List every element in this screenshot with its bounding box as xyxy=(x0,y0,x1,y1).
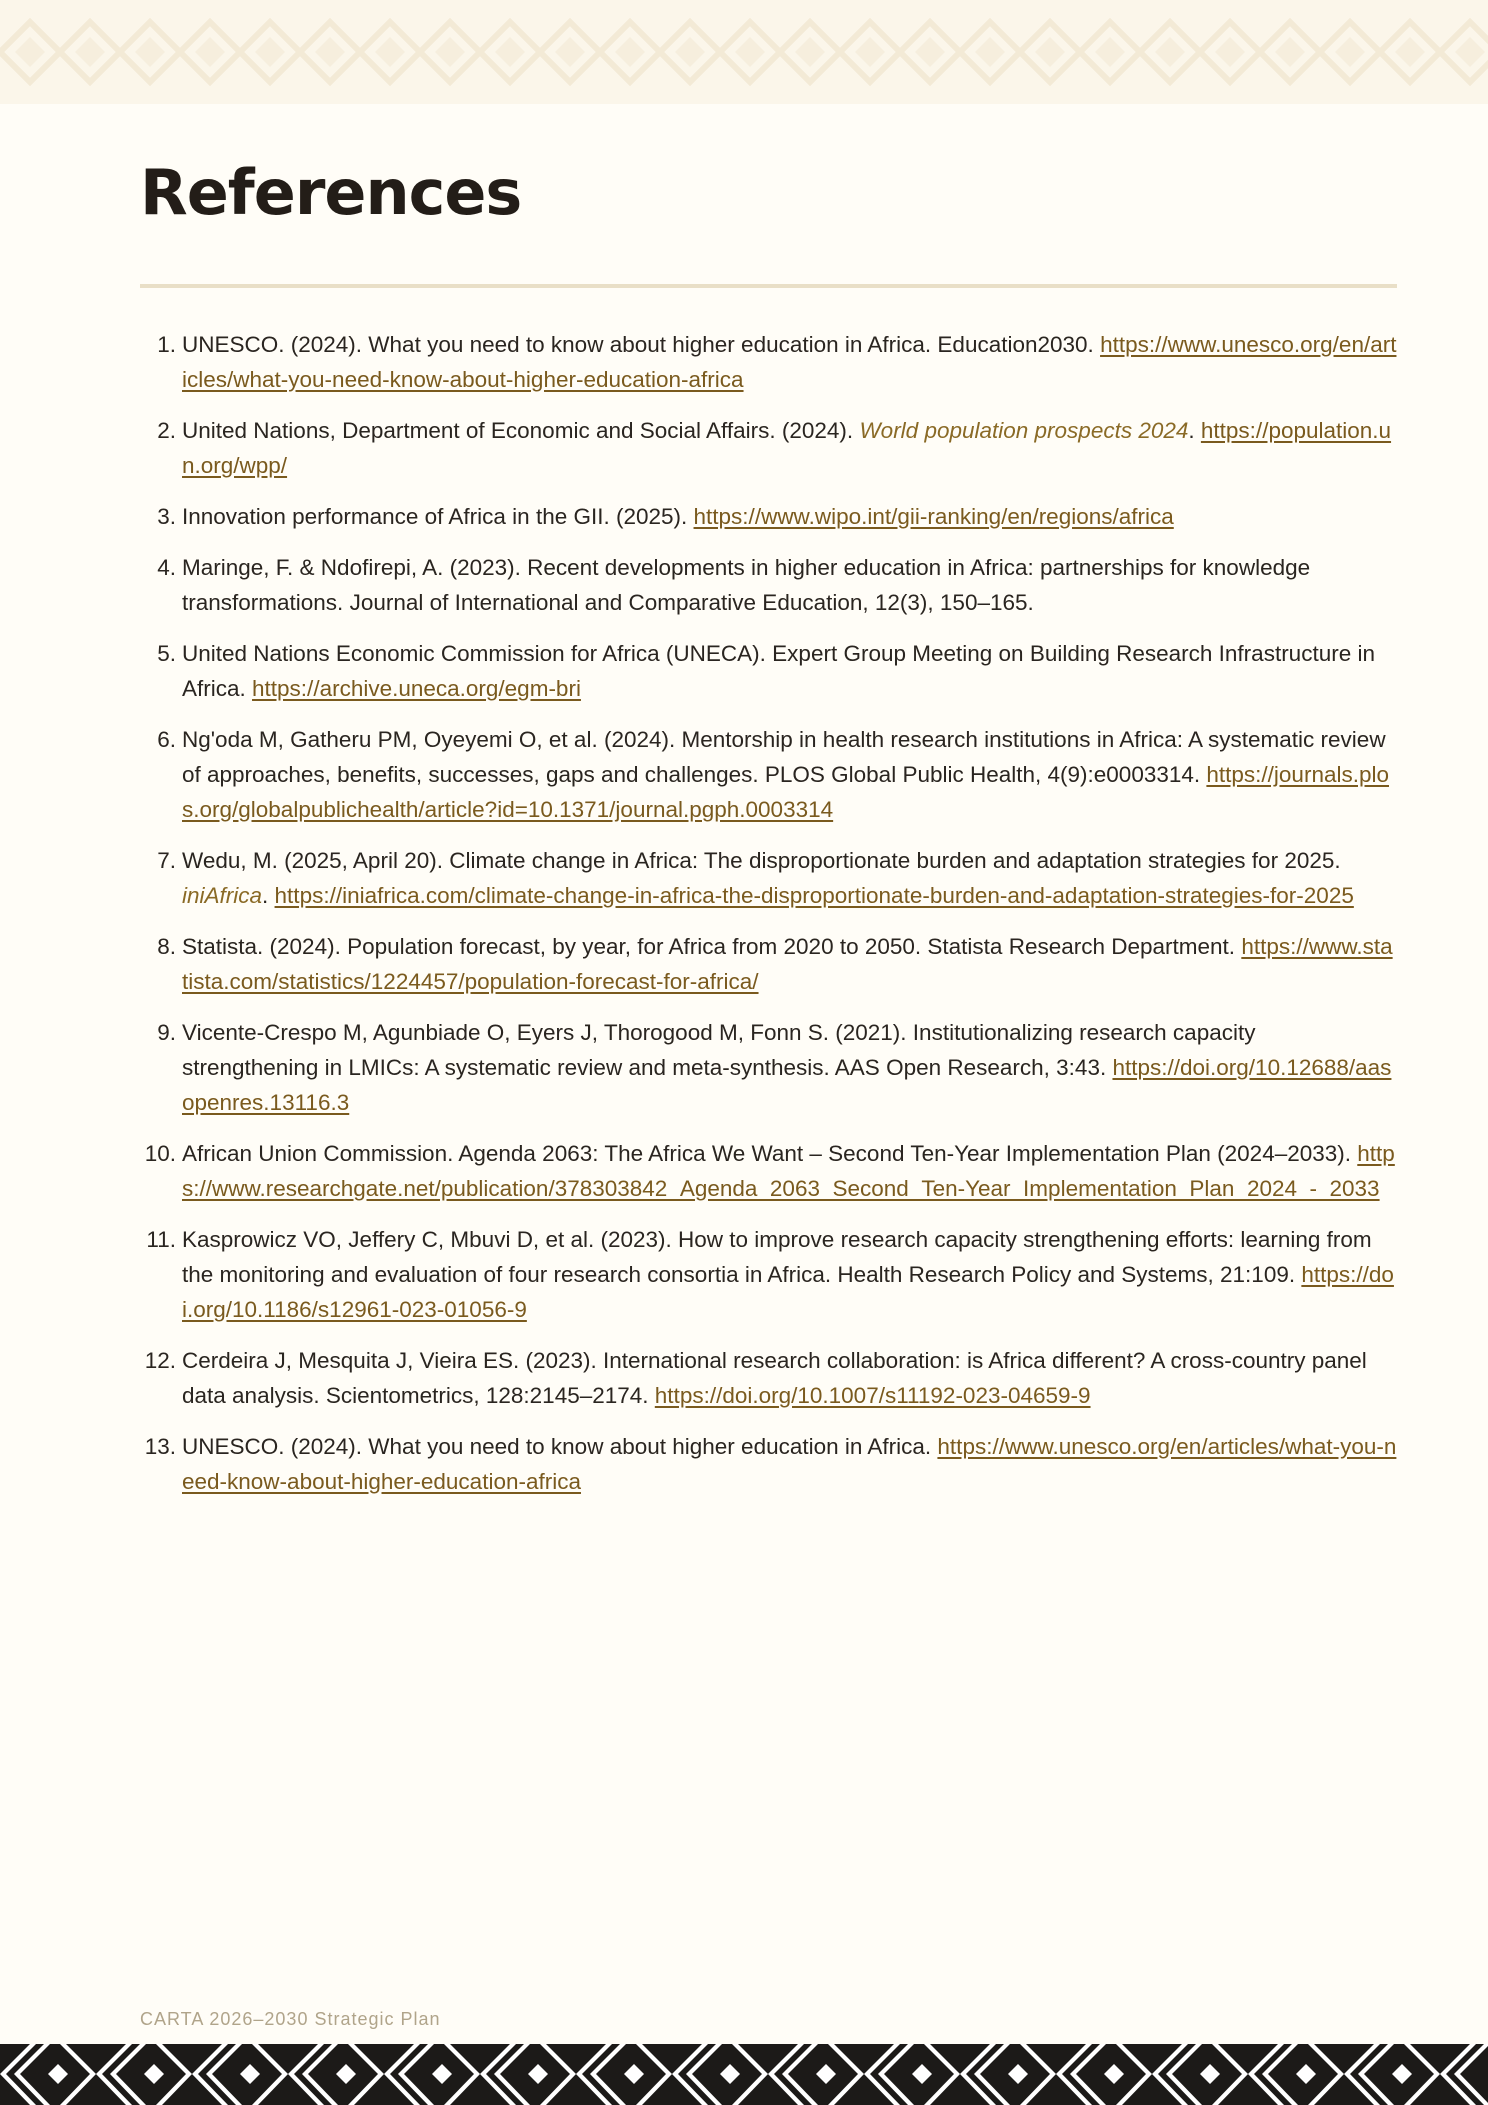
reference-item xyxy=(140,1136,1397,1206)
footer-label: CARTA 2026–2030 Strategic Plan xyxy=(140,2009,441,2029)
reference-number: 12. xyxy=(144,1348,176,1373)
reference-number: 9. xyxy=(157,1020,176,1045)
title-divider xyxy=(140,284,1397,288)
reference-number: 8. xyxy=(157,934,176,959)
reference-text: UNESCO. (2024). What you need to know about higher education in Africa. Education2030. xyxy=(182,332,1101,357)
reference-item xyxy=(140,843,1397,913)
reference-text: Maringe, F. & Ndofirepi, A. (2023). Recent developments in higher education in Africa: partnerships for knowledge transformations. Journal of International and Comparative Education, 12(3), 150–165. xyxy=(182,555,1311,615)
reference-link[interactable]: https://doi.org/10.1186/s12961-023-01056-9 xyxy=(182,1262,1394,1322)
reference-item xyxy=(140,1222,1397,1327)
reference-text: Ng'oda M, Gatheru PM, Oyeyemi O, et al. (2024). Mentorship in health research institutions in Africa: A systematic review of approaches, benefits, successes, gaps and challenges. PLOS Global Public Health, 4(9):e0003314. xyxy=(182,727,1386,787)
header-pattern-band xyxy=(0,0,1488,104)
reference-number: 3. xyxy=(157,504,176,529)
reference-link[interactable]: https://www.wipo.int/gii-ranking/en/regions/africa xyxy=(693,504,1174,529)
reference-text: Wedu, M. (2025, April 20). Climate change in Africa: The disproportionate burden and adaptation strategies for 2025. xyxy=(182,848,1341,873)
reference-link[interactable]: https://doi.org/10.12688/aasopenres.13116.3 xyxy=(182,1055,1392,1115)
reference-text: . xyxy=(262,883,275,908)
reference-item xyxy=(140,722,1397,827)
reference-number: 7. xyxy=(157,848,176,873)
reference-text: Statista. (2024). Population forecast, by year, for Africa from 2020 to 2050. Statista Research Department. xyxy=(182,934,1242,959)
reference-link[interactable]: https://www.unesco.org/en/articles/what-you-need-know-about-higher-education-africa xyxy=(182,1434,1397,1494)
reference-link[interactable]: https://population.un.org/wpp/ xyxy=(182,418,1392,478)
reference-number: 4. xyxy=(157,555,176,580)
reference-number: 13. xyxy=(144,1434,176,1459)
reference-text: United Nations, Department of Economic and Social Affairs. (2024). xyxy=(182,418,860,443)
page-title: References xyxy=(140,156,522,229)
header-pattern xyxy=(0,0,1488,104)
reference-link[interactable]: https://www.statista.com/statistics/1224457/population-forecast-for-africa/ xyxy=(182,934,1393,994)
reference-link[interactable]: https://archive.uneca.org/egm-bri xyxy=(252,676,581,701)
reference-text: Vicente-Crespo M, Agunbiade O, Eyers J, Thorogood M, Fonn S. (2021). Institutionalizing research capacity strengthening in LMICs: A systematic review and meta-synthesis. AAS Open Research, 3:43. xyxy=(182,1020,1256,1080)
reference-number: 5. xyxy=(157,641,176,666)
reference-link[interactable]: https://journals.plos.org/globalpublichealth/article?id=10.1371/journal.pgph.0003314 xyxy=(182,762,1389,822)
reference-item xyxy=(140,550,1397,620)
reference-text: Innovation performance of Africa in the GII. (2025). xyxy=(182,504,694,529)
reference-text: UNESCO. (2024). What you need to know about higher education in Africa. xyxy=(182,1434,938,1459)
footer-pattern xyxy=(0,2044,1488,2105)
reference-item xyxy=(140,1015,1397,1120)
reference-item xyxy=(140,413,1397,483)
reference-italic-title: World population prospects 2024 xyxy=(859,418,1189,443)
reference-item xyxy=(140,929,1397,999)
reference-number: 6. xyxy=(157,727,176,752)
reference-number: 10. xyxy=(144,1141,176,1166)
reference-item xyxy=(140,1429,1397,1499)
reference-item xyxy=(140,636,1397,706)
reference-item xyxy=(140,1343,1397,1413)
reference-text: Cerdeira J, Mesquita J, Vieira ES. (2023). International research collaboration: is Africa different? A cross-country panel data analysis. Scientometrics, 128:2145–2174. xyxy=(182,1348,1367,1408)
reference-link[interactable]: https://doi.org/10.1007/s11192-023-04659-9 xyxy=(654,1383,1091,1408)
reference-text: . xyxy=(1188,418,1201,443)
reference-text: United Nations Economic Commission for Africa (UNECA). Expert Group Meeting on Building Research Infrastructure in Africa. xyxy=(182,641,1375,701)
reference-item xyxy=(140,327,1397,397)
reference-link[interactable]: https://iniafrica.com/climate-change-in-africa-the-disproportionate-burden-and-adaptation-strategies-for-2025 xyxy=(274,883,1354,908)
reference-number: 1. xyxy=(157,332,176,357)
reference-number: 11. xyxy=(146,1227,176,1252)
reference-text: African Union Commission. Agenda 2063: The Africa We Want – Second Ten-Year Implementation Plan (2024–2033). xyxy=(182,1141,1358,1166)
reference-link[interactable]: https://www.unesco.org/en/articles/what-you-need-know-about-higher-education-africa xyxy=(182,332,1397,392)
reference-text: Kasprowicz VO, Jeffery C, Mbuvi D, et al. (2023). How to improve research capacity strengthening efforts: learning from the monitoring and evaluation of four research consortia in Africa. Health Research Policy and Systems, 21:109. xyxy=(182,1227,1372,1287)
reference-number: 2. xyxy=(157,418,176,443)
footer-pattern-band xyxy=(0,2044,1488,2105)
reference-item xyxy=(140,499,1397,534)
reference-link[interactable]: https://www.researchgate.net/publication/378303842_Agenda_2063_Second_Ten-Year_Implementation_Plan_2024_-_2033 xyxy=(182,1141,1395,1201)
reference-italic-title: iniAfrica xyxy=(182,883,263,908)
references-list xyxy=(140,327,1397,1515)
